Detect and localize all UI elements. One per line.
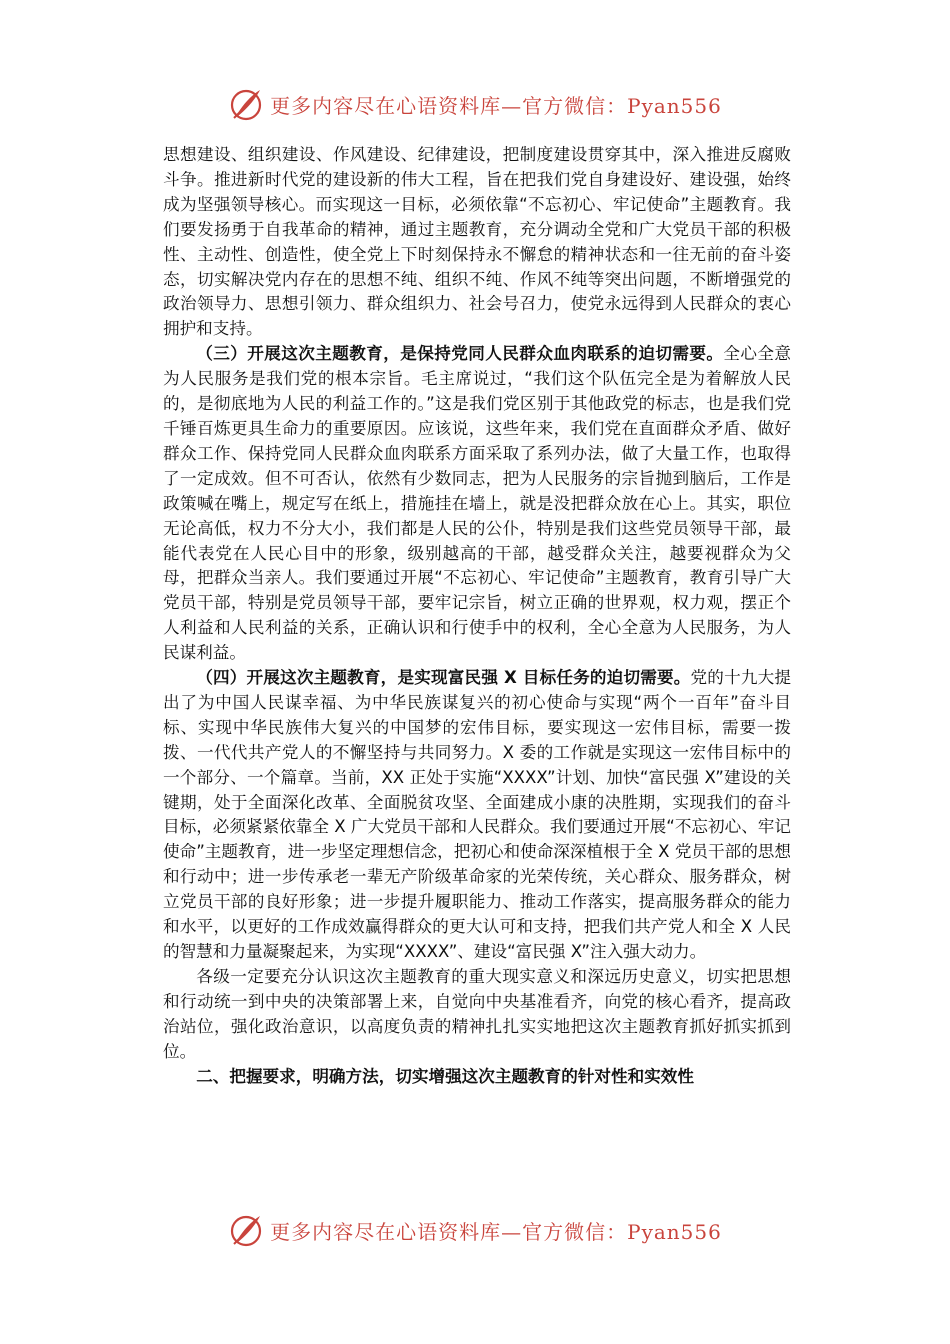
paragraph-2-lead: （三）开展这次主题教育，是保持党同人民群众血肉联系的迫切需要。 xyxy=(196,344,724,364)
watermark-banner-bottom xyxy=(0,1210,950,1250)
section-heading: 二、把握要求，明确方法，切实增强这次主题教育的针对性和实效性 xyxy=(196,1066,694,1086)
paragraph-2-body: 全心全意为人民服务是我们党的根本宗旨。毛主席说过，“我们这个队伍完全是为着解放人民的，是彻底地为人民的利益工作的。”这是我们党区别于其他政党的标志，也是我们党千锤百炼更具生命力的重要原因。应该说，这些年来，我们党在直面群众矛盾、做好群众工作、保持党同人民群众血肉联系方面采取了系列办法，做了大量工作，也取得了一定成效。但不可否认，依然有少数同志，把为人民服务的宗旨抛到脑后，工作是政策喊在嘴上，规定写在纸上，措施挂在墙上，就是没把群众放在心上。其实，职位无论高低，权力不分大小，我们都是人民的公仆，特别是我们这些党员领导干部，最能代表党在人民心目中的形象，级别越高的干部，越受群众关注，越要视群众为父母，把群众当亲人。我们要通过开展“不忘初心、牢记使命”主题教育，教育引导广大党员干部，特别是党员领导干部，要牢记宗旨，树立正确的世界观，权力观，摆正个人利益和人民利益的关系，正确认识和行使手中的权利，全心全意为人民服务，为人民谋利益。 xyxy=(163,344,792,663)
paragraph-2 xyxy=(163,342,791,666)
watermark-text-top: 更多内容尽在心语资料库—官方微信：Pyan556 xyxy=(270,93,722,118)
paragraph-3 xyxy=(163,666,791,965)
document-body xyxy=(163,143,791,1089)
quill-logo-icon xyxy=(228,86,264,122)
watermark-text-bottom: 更多内容尽在心语资料库—官方微信：Pyan556 xyxy=(270,1219,722,1244)
paragraph-4 xyxy=(163,965,791,1065)
paragraph-3-body: 党的十九大提出了为中国人民谋幸福、为中华民族谋复兴的初心使命与实现“两个一百年”奋斗目标、实现中华民族伟大复兴的中国梦的宏伟目标，要实现这一宏伟目标，需要一拨拨、一代代共产党人的不懈坚持与共同努力。X 委的工作就是实现这一宏伟目标中的一个部分、一个篇章。当前，XX 正处于实施“XXXX”计划、加快“富民强 X”建设的关键期，处于全面深化改革、全面脱贫攻坚、全面建成小康的决胜期，实现我们的奋斗目标，必须紧紧依靠全 X 广大党员干部和人民群众。我们要通过开展“不忘初心、牢记使命”主题教育，进一步坚定理想信念，把初心和使命深深植根于全 X 党员干部的思想和行动中；进一步传承老一辈无产阶级革命家的光荣传统，关心群众、服务群众，树立党员干部的良好形象；进一步提升履职能力、推动工作落实，提高服务群众的能力和水平，以更好的工作成效赢得群众的更大认可和支持，把我们共产党人和全 X 人民的智慧和力量凝聚起来，为实现“XXXX”、建设“富民强 X”注入强大动力。 xyxy=(163,668,791,961)
watermark-banner-top xyxy=(0,84,950,124)
quill-logo-icon xyxy=(228,1212,264,1248)
paragraph-1-body: 思想建设、组织建设、作风建设、纪律建设，把制度建设贯穿其中，深入推进反腐败斗争。推进新时代党的建设新的伟大工程，旨在把我们党自身建设好、建设强，始终成为坚强领导核心。而实现这一目标，必须依靠“不忘初心、牢记使命”主题教育。我们要发扬勇于自我革命的精神，通过主题教育，充分调动全党和广大党员干部的积极性、主动性、创造性，使全党上下时刻保持永不懈怠的精神状态和一往无前的奋斗姿态，切实解决党内存在的思想不纯、组织不纯、作风不纯等突出问题，不断增强党的政治领导力、思想引领力、群众组织力、社会号召力，使党永远得到人民群众的衷心拥护和支持。 xyxy=(163,145,791,339)
paragraph-3-lead: （四）开展这次主题教育，是实现富民强 X 目标任务的迫切需要。 xyxy=(196,668,691,688)
paragraph-4-body: 各级一定要充分认识这次主题教育的重大现实意义和深远历史意义，切实把思想和行动统一到中央的决策部署上来，自觉向中央基准看齐，向党的核心看齐，提高政治站位，强化政治意识，以高度负责的精神扎扎实实地把这次主题教育抓好抓实抓到位。 xyxy=(163,966,791,1061)
paragraph-1 xyxy=(163,143,791,342)
